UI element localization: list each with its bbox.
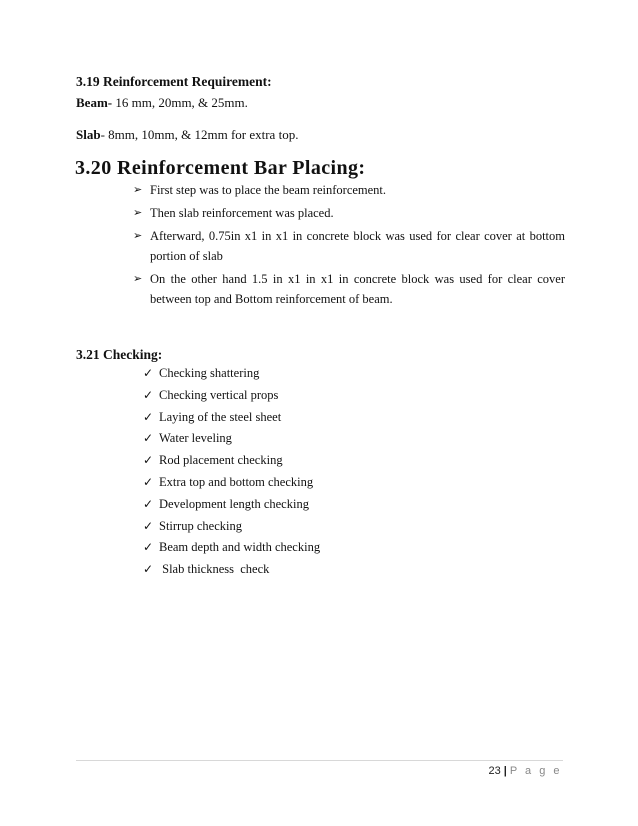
section-3-21-heading: 3.21 Checking: bbox=[76, 347, 163, 362]
beam-label: Beam- bbox=[76, 95, 113, 110]
list-item: ✓ Development length checking bbox=[143, 496, 309, 511]
list-item: ➢ Afterward, 0.75in x1 in x1 in concrete block was used for clear cover at bottom portion of slab bbox=[133, 226, 565, 266]
list-item: ➢ On the other hand 1.5 in x1 in x1 in concrete block was used for clear cover between top and Bottom reinforcement of beam. bbox=[133, 269, 565, 309]
checkmark-icon: ✓ bbox=[143, 453, 154, 468]
slab-label: Slab bbox=[76, 127, 101, 142]
checkmark-icon: ✓ bbox=[143, 366, 154, 380]
section-3-19-heading: 3.19 Reinforcement Requirement: bbox=[76, 74, 272, 89]
section-3-20-heading: 3.20 Reinforcement Bar Placing: bbox=[75, 157, 366, 179]
list-item: ✓ Stirrup checking bbox=[143, 518, 242, 533]
beam-requirement-line bbox=[76, 95, 248, 111]
arrow-bullet-icon: ➢ bbox=[133, 272, 143, 285]
checkmark-icon: ✓ bbox=[143, 518, 154, 533]
list-item: ✓ Water leveling bbox=[143, 431, 232, 446]
checkmark-icon: ✓ bbox=[143, 496, 154, 511]
list-item: ✓ Rod placement checking bbox=[143, 453, 283, 468]
list-item: ✓ Slab thickness check bbox=[143, 562, 270, 577]
checking-list bbox=[143, 364, 320, 582]
list-item: ➢ First step was to place the beam reinforcement. bbox=[133, 180, 565, 200]
arrow-bullet-icon: ➢ bbox=[133, 183, 143, 196]
slab-requirement-line bbox=[76, 127, 298, 143]
list-item: ✓ Checking vertical props bbox=[143, 387, 279, 402]
arrow-bullet-icon: ➢ bbox=[133, 229, 143, 242]
page-number: 23 bbox=[488, 765, 501, 777]
bar-placing-list bbox=[133, 180, 565, 312]
list-item: ✓ Beam depth and width checking bbox=[143, 540, 321, 555]
checkmark-icon: ✓ bbox=[143, 562, 154, 577]
checkmark-icon: ✓ bbox=[143, 387, 154, 402]
list-item: ✓ Checking shattering bbox=[143, 366, 260, 380]
arrow-bullet-icon: ➢ bbox=[133, 206, 143, 219]
list-item: ✓ Laying of the steel sheet bbox=[143, 409, 282, 424]
list-item: ➢ Then slab reinforcement was placed. bbox=[133, 203, 565, 223]
page-word: P a g e bbox=[509, 765, 562, 777]
checkmark-icon: ✓ bbox=[143, 409, 154, 424]
list-item: ✓ Extra top and bottom checking bbox=[143, 474, 314, 489]
footer-separator: | bbox=[503, 765, 507, 777]
checkmark-icon: ✓ bbox=[143, 540, 154, 555]
footer-divider bbox=[76, 760, 563, 761]
checkmark-icon: ✓ bbox=[143, 474, 154, 489]
page-footer bbox=[489, 765, 563, 777]
slab-sizes: - 8mm, 10mm, & 12mm for extra top. bbox=[100, 127, 299, 142]
checkmark-icon: ✓ bbox=[143, 431, 154, 446]
beam-sizes: 16 mm, 20mm, & 25mm. bbox=[112, 95, 248, 110]
